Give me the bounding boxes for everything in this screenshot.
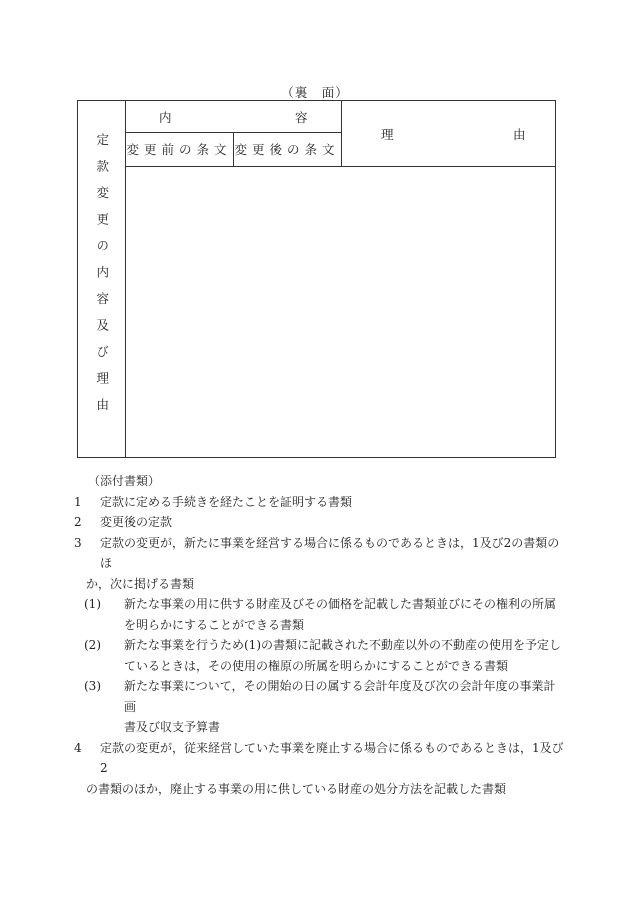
sub-item-text-continued: ているときは，その使用の権原の所属を明らかにすることができる書類 xyxy=(124,658,509,673)
attachments-section xyxy=(74,471,564,799)
content-header-char: 内 xyxy=(159,109,172,125)
attachments-title: （添付書類） xyxy=(88,474,161,488)
side-label: 定款変更の内容及び理由 xyxy=(94,133,110,425)
sub-item-number: (3) xyxy=(84,679,101,693)
sub-list-item xyxy=(74,594,564,615)
side-label-cell xyxy=(78,101,125,457)
item-number: 3 xyxy=(74,535,82,550)
sub-item-number: (1) xyxy=(84,597,101,611)
item-number: 2 xyxy=(74,515,82,529)
item-text: 定款に定める手続きを経たことを証明する書類 xyxy=(100,494,353,509)
item-text-continued: か，次に掲げる書類 xyxy=(86,576,195,591)
before-header: 変更前の条文 xyxy=(126,142,232,157)
amendment-table xyxy=(77,100,556,458)
after-header: 変更後の条文 xyxy=(234,142,340,157)
list-item xyxy=(74,492,564,513)
item-text: 定款の変更が，従来経営していた事業を廃止する場合に係るものであるときは，1及び2 xyxy=(100,740,564,775)
sub-item-number: (2) xyxy=(84,638,101,652)
sub-item-text-continued: 書及び収支予算書 xyxy=(124,720,221,734)
sub-item-text: 新たな事業について，その開始の日の属する会計年度及び次の会計年度の事業計画 xyxy=(124,679,556,714)
list-item xyxy=(74,738,564,779)
table-divider xyxy=(125,166,555,167)
item-text-continued: の書類のほか，廃止する事業の用に供している財産の処分方法を記載した書類 xyxy=(86,781,507,796)
reason-header xyxy=(341,101,555,166)
list-item xyxy=(74,512,564,533)
reason-header-char: 由 xyxy=(513,126,526,142)
sub-list-item xyxy=(74,635,564,656)
content-header-char: 容 xyxy=(295,109,308,125)
page-heading: （裏 面） xyxy=(281,85,349,100)
sub-item-text-continued: を明らかにすることができる書類 xyxy=(124,617,305,632)
item-number: 4 xyxy=(74,740,82,755)
sub-item-text: 新たな事業の用に供する財産及びその価格を記載した書類並びにその権利の所属 xyxy=(124,597,557,611)
reason-header-char: 理 xyxy=(381,126,394,142)
sub-item-text: 新たな事業を行うため(1)の書類に記載された不動産以外の不動産の使用を予定し xyxy=(124,638,562,652)
sub-list-item xyxy=(74,676,564,717)
item-number: 1 xyxy=(74,494,82,509)
item-text: 定款の変更が，新たに事業を経営する場合に係るものであるときは，1及び2の書類のほ xyxy=(100,535,560,570)
list-item xyxy=(74,533,564,574)
content-header xyxy=(125,101,341,132)
item-text: 変更後の定款 xyxy=(100,515,173,529)
